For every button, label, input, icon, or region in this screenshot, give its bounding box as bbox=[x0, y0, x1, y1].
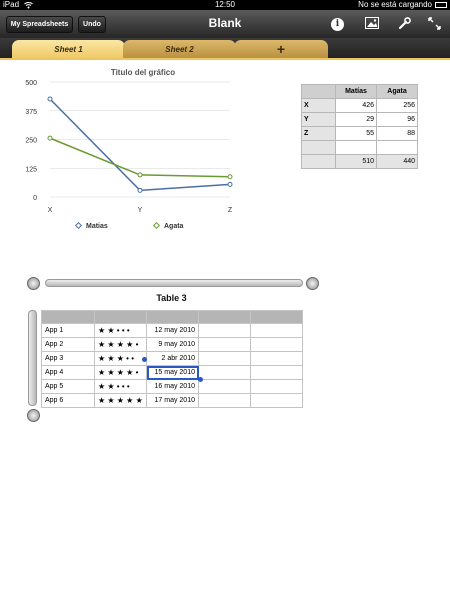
status-bar bbox=[0, 0, 450, 10]
footer-row-header[interactable] bbox=[302, 155, 336, 169]
star-rating-cell[interactable]: ★ ★ ★ ★ • bbox=[95, 366, 147, 380]
app-name-cell[interactable]: App 5 bbox=[42, 380, 95, 394]
image-icon[interactable] bbox=[364, 17, 379, 31]
empty-cell[interactable] bbox=[251, 338, 303, 352]
data-point bbox=[138, 173, 142, 177]
data-point bbox=[228, 175, 232, 179]
column-header[interactable] bbox=[95, 311, 147, 324]
selection-start-handle[interactable] bbox=[142, 357, 147, 362]
column-header[interactable] bbox=[251, 311, 303, 324]
info-icon[interactable]: i bbox=[331, 18, 344, 31]
app-name-cell[interactable]: App 6 bbox=[42, 394, 95, 408]
empty-cell[interactable] bbox=[251, 324, 303, 338]
data-point bbox=[48, 136, 52, 140]
legend-item-agata bbox=[154, 223, 183, 230]
y-tick-label: 125 bbox=[25, 166, 37, 174]
empty-cell[interactable] bbox=[199, 380, 251, 394]
table-cell[interactable] bbox=[336, 141, 377, 155]
y-tick-label: 375 bbox=[25, 108, 37, 116]
line-chart[interactable] bbox=[0, 70, 245, 220]
table-row[interactable] bbox=[42, 338, 303, 352]
tab-sheet-2[interactable]: Sheet 2 bbox=[123, 40, 236, 60]
table-cell[interactable]: 29 bbox=[336, 113, 377, 127]
data-table[interactable] bbox=[301, 84, 418, 169]
x-tick-label: Y bbox=[137, 207, 143, 214]
empty-cell[interactable] bbox=[251, 366, 303, 380]
date-cell[interactable]: 15 may 2010 bbox=[147, 366, 199, 380]
clock: 12:50 bbox=[214, 0, 236, 9]
data-point bbox=[48, 97, 52, 101]
empty-cell[interactable] bbox=[251, 380, 303, 394]
table-row[interactable] bbox=[42, 394, 303, 408]
star-rating-cell[interactable]: ★ ★ • • • bbox=[95, 324, 147, 338]
row-header[interactable] bbox=[302, 141, 336, 155]
add-column-handle[interactable] bbox=[306, 277, 319, 290]
star-rating-cell[interactable]: ★ ★ ★ ★ • bbox=[95, 338, 147, 352]
chart-title: Titulo del gráfico bbox=[110, 68, 176, 77]
legend-label: Matias bbox=[86, 223, 108, 230]
empty-cell[interactable] bbox=[199, 352, 251, 366]
column-header[interactable]: Matías bbox=[336, 85, 377, 99]
star-rating-cell[interactable]: ★ ★ ★ • • bbox=[95, 352, 147, 366]
corner-cell[interactable] bbox=[302, 85, 336, 99]
date-cell[interactable]: 2 abr 2010 bbox=[147, 352, 199, 366]
x-tick-label: X bbox=[47, 207, 53, 214]
undo-button[interactable]: Undo bbox=[78, 16, 106, 33]
document-title: Blank bbox=[208, 16, 242, 30]
legend-marker-icon bbox=[153, 222, 160, 229]
date-cell[interactable]: 17 may 2010 bbox=[147, 394, 199, 408]
footer-cell[interactable]: 440 bbox=[377, 155, 418, 169]
row-scroller[interactable] bbox=[28, 310, 37, 406]
table-row[interactable] bbox=[42, 324, 303, 338]
app-name-cell[interactable]: App 2 bbox=[42, 338, 95, 352]
fullscreen-icon[interactable] bbox=[427, 17, 442, 31]
battery-icon bbox=[435, 2, 447, 8]
y-tick-label: 250 bbox=[25, 137, 37, 145]
column-header[interactable] bbox=[147, 311, 199, 324]
y-tick-label: 500 bbox=[25, 80, 37, 87]
series-line-agata bbox=[50, 138, 230, 177]
table-cell[interactable]: 96 bbox=[377, 113, 418, 127]
carrier-label: iPad bbox=[3, 0, 20, 9]
data-point bbox=[138, 188, 142, 192]
charging-status: No se está cargando bbox=[358, 0, 432, 9]
app-name-cell[interactable]: App 1 bbox=[42, 324, 95, 338]
empty-cell[interactable] bbox=[199, 324, 251, 338]
my-spreadsheets-button[interactable]: My Spreadsheets bbox=[6, 16, 73, 33]
data-point bbox=[228, 182, 232, 186]
add-row-handle[interactable] bbox=[27, 409, 40, 422]
date-cell[interactable]: 16 may 2010 bbox=[147, 380, 199, 394]
column-header[interactable] bbox=[199, 311, 251, 324]
app-name-cell[interactable]: App 3 bbox=[42, 352, 95, 366]
selection-end-handle[interactable] bbox=[198, 377, 203, 382]
date-cell[interactable]: 12 may 2010 bbox=[147, 324, 199, 338]
empty-cell[interactable] bbox=[251, 352, 303, 366]
column-scroller[interactable] bbox=[45, 279, 303, 287]
toolbar bbox=[0, 10, 450, 38]
top-left-handle[interactable] bbox=[27, 277, 40, 290]
star-rating-cell[interactable]: ★ ★ ★ ★ ★ bbox=[95, 394, 147, 408]
x-tick-label: Z bbox=[227, 207, 233, 214]
table-3-title: Table 3 bbox=[156, 293, 187, 303]
legend-marker-icon bbox=[75, 222, 82, 229]
legend-item-matias bbox=[76, 223, 108, 230]
legend-label: Agata bbox=[164, 223, 184, 230]
date-cell[interactable]: 9 may 2010 bbox=[147, 338, 199, 352]
table-row[interactable] bbox=[42, 366, 303, 380]
tab-sheet-1[interactable]: Sheet 1 bbox=[12, 40, 125, 60]
table-row[interactable] bbox=[42, 352, 303, 366]
table-cell[interactable]: 55 bbox=[336, 127, 377, 141]
table-cell[interactable] bbox=[377, 141, 418, 155]
empty-cell[interactable] bbox=[251, 394, 303, 408]
tab-underline bbox=[0, 58, 450, 60]
row-header[interactable]: Z bbox=[302, 127, 336, 141]
sheet-tabs bbox=[0, 38, 450, 60]
table-cell[interactable]: 256 bbox=[377, 99, 418, 113]
empty-cell[interactable] bbox=[199, 394, 251, 408]
y-tick-label: 0 bbox=[33, 195, 37, 202]
star-rating-cell[interactable]: ★ ★ • • • bbox=[95, 380, 147, 394]
empty-cell[interactable] bbox=[199, 338, 251, 352]
table-row[interactable] bbox=[42, 380, 303, 394]
wrench-icon[interactable] bbox=[397, 17, 412, 31]
row-header[interactable]: Y bbox=[302, 113, 336, 127]
column-header[interactable] bbox=[42, 311, 95, 324]
row-header[interactable]: X bbox=[302, 99, 336, 113]
app-name-cell[interactable]: App 4 bbox=[42, 366, 95, 380]
empty-cell[interactable] bbox=[199, 366, 251, 380]
table-cell[interactable]: 88 bbox=[377, 127, 418, 141]
footer-cell[interactable]: 510 bbox=[336, 155, 377, 169]
table-3[interactable] bbox=[41, 310, 303, 408]
add-sheet-tab[interactable]: + bbox=[234, 40, 328, 60]
column-header[interactable]: Agata bbox=[377, 85, 418, 99]
table-cell[interactable]: 426 bbox=[336, 99, 377, 113]
